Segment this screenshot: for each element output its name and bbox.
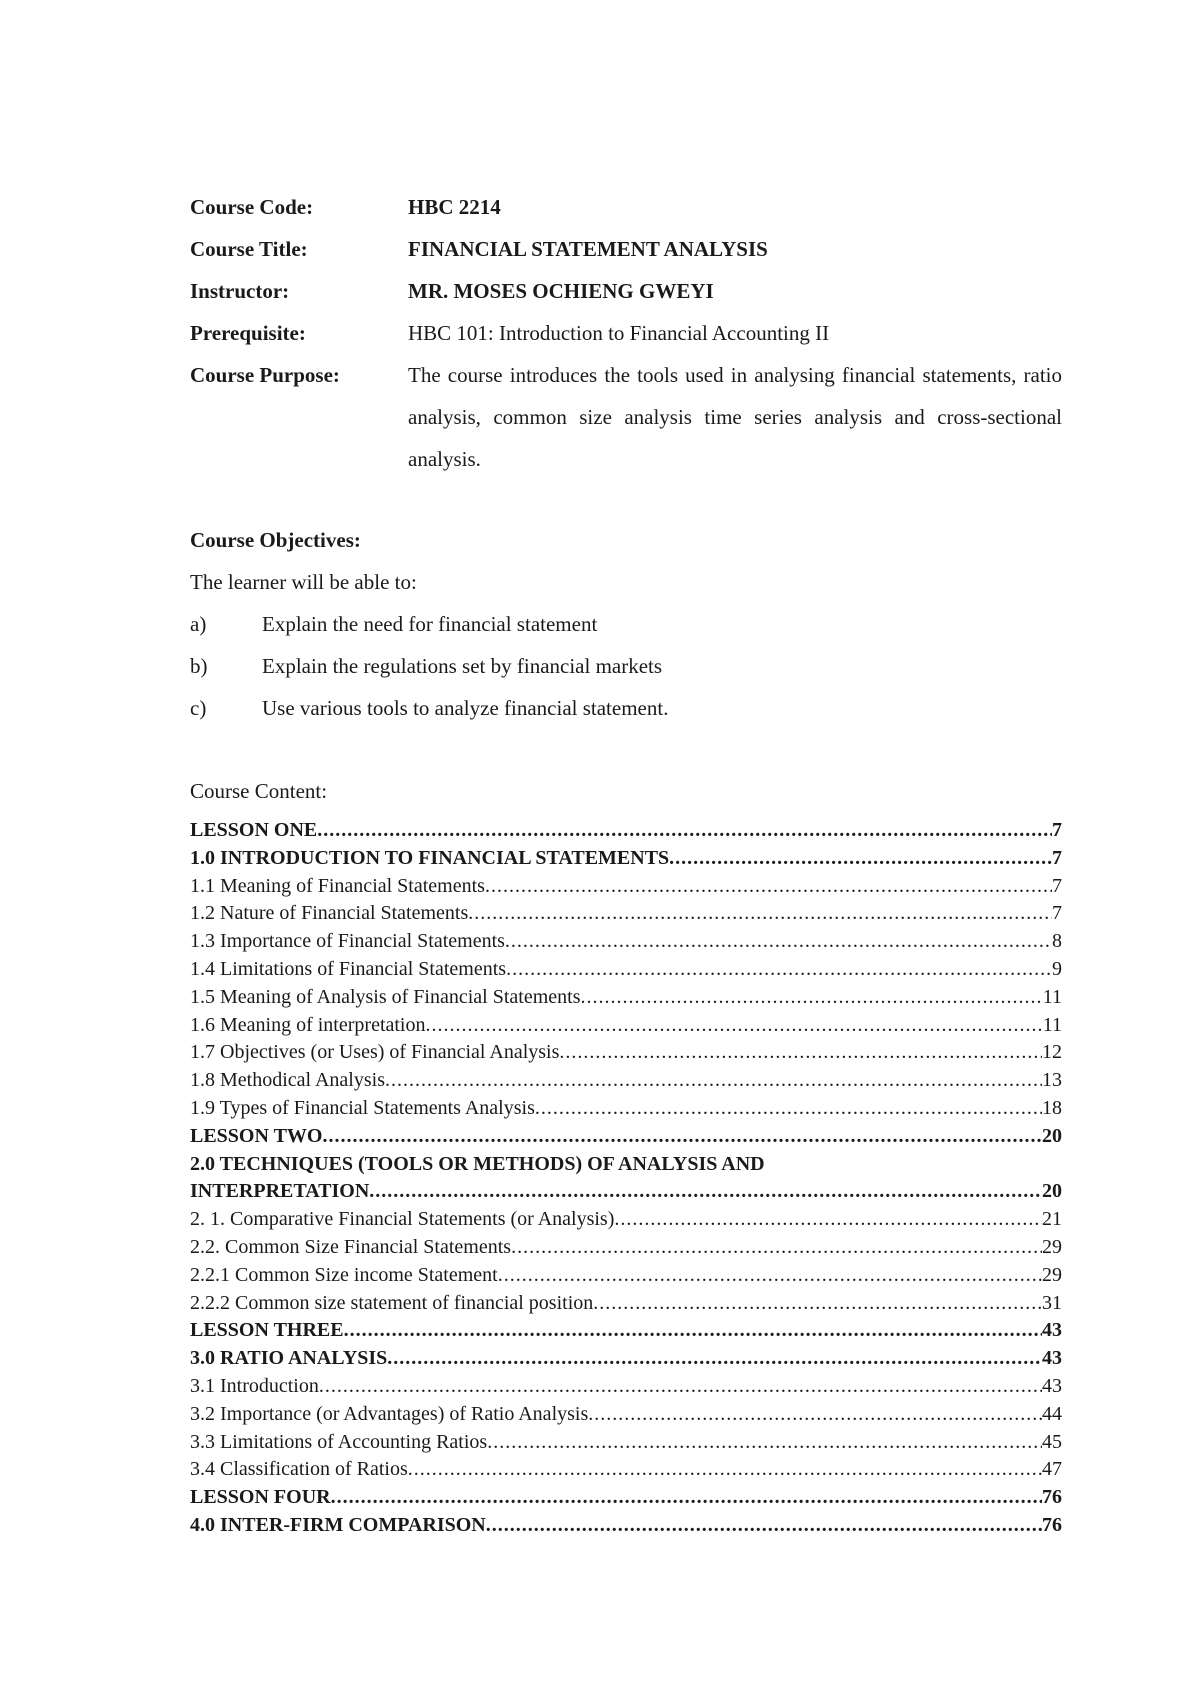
toc-entry-page: 29 (1042, 1263, 1062, 1286)
toc-leader-dots (535, 1095, 1042, 1123)
toc-entry-title-cont: INTERPRETATION (190, 1180, 370, 1203)
toc-entry (190, 1290, 1062, 1318)
toc-entry-page: 43 (1042, 1374, 1062, 1397)
objective-text: Explain the regulations set by financial markets (262, 654, 663, 678)
toc-entry (190, 1484, 1062, 1512)
toc-entry-title: 1.4 Limitations of Financial Statements (190, 957, 507, 980)
course-title-row (190, 228, 1062, 270)
toc-entry-page: 11 (1042, 1013, 1062, 1036)
toc-entry-page: 76 (1042, 1486, 1062, 1509)
toc-entry-page: 18 (1042, 1096, 1062, 1119)
toc-entry-title: 1.7 Objectives (or Uses) of Financial Analysis (190, 1041, 560, 1064)
objective-text: Use various tools to analyze financial statement. (262, 696, 669, 720)
toc-entry-page: 43 (1042, 1347, 1062, 1370)
toc-entry-page: 13 (1042, 1069, 1062, 1092)
objective-marker: a) (190, 612, 207, 636)
toc-entry-title: LESSON TWO (190, 1124, 323, 1147)
toc-entry-title: 3.0 RATIO ANALYSIS (190, 1347, 388, 1370)
toc-entry-title: 1.6 Meaning of interpretation (190, 1013, 426, 1036)
toc-leader-dots (498, 1262, 1042, 1290)
toc-entry-page: 44 (1042, 1402, 1062, 1425)
course-title-value: FINANCIAL STATEMENT ANALYSIS (408, 237, 768, 261)
toc-leader-dots (369, 1178, 1042, 1206)
toc-entry (190, 956, 1062, 984)
toc-leader-dots (317, 817, 1052, 845)
toc-entry-title: 1.3 Importance of Financial Statements (190, 930, 505, 953)
toc-entry (190, 1123, 1062, 1151)
toc-entry (190, 1373, 1062, 1401)
toc-leader-dots (322, 1123, 1042, 1151)
toc-leader-dots (485, 873, 1052, 901)
toc-entry (190, 817, 1062, 845)
toc-entry (190, 1234, 1062, 1262)
toc-leader-dots (669, 845, 1052, 873)
table-of-contents (190, 817, 1062, 1540)
course-purpose-row (190, 354, 1062, 480)
prerequisite-row (190, 312, 1062, 354)
objective-text: Explain the need for financial statement (262, 612, 598, 636)
toc-entry (190, 1178, 1062, 1206)
toc-entry (190, 873, 1062, 901)
toc-leader-dots (487, 1429, 1042, 1457)
toc-entry-page: 7 (1052, 846, 1062, 869)
toc-entry-page: 12 (1042, 1041, 1062, 1064)
toc-entry-page: 8 (1052, 930, 1062, 953)
toc-leader-dots (344, 1317, 1042, 1345)
objectives-intro: The learner will be able to: (190, 570, 417, 594)
toc-entry-page: 43 (1042, 1319, 1062, 1342)
objective-marker: b) (190, 654, 208, 678)
course-content-label: Course Content: (190, 779, 328, 803)
toc-leader-dots (486, 1512, 1042, 1540)
toc-leader-dots (331, 1484, 1042, 1512)
course-code-label: Course Code: (190, 195, 314, 219)
toc-entry-title: 3.2 Importance (or Advantages) of Ratio Analysis (190, 1402, 589, 1425)
toc-entry-title: 1.8 Methodical Analysis (190, 1069, 385, 1092)
toc-entry (190, 1012, 1062, 1040)
toc-entry (190, 1317, 1062, 1345)
toc-leader-dots (559, 1039, 1042, 1067)
toc-entry-title: 1.0 INTRODUCTION TO FINANCIAL STATEMENTS (190, 846, 670, 869)
toc-entry-title: 1.5 Meaning of Analysis of Financial Statements (190, 985, 581, 1008)
objective-item (190, 603, 1062, 645)
toc-entry-title: LESSON ONE (190, 819, 318, 841)
toc-entry-page: 20 (1042, 1180, 1062, 1203)
toc-entry-page: 7 (1052, 902, 1062, 925)
objective-item (190, 645, 1062, 687)
toc-entry (190, 1429, 1062, 1457)
prerequisite-value: HBC 101: Introduction to Financial Accounting II (408, 321, 830, 345)
toc-leader-dots (468, 900, 1052, 928)
course-purpose-value: The course introduces the tools used in analysing financial statements, ratio analysis, common size analysis time series analysis and cross-sectional analysis. (408, 363, 1062, 471)
toc-entry (190, 1095, 1062, 1123)
toc-entry-page: 45 (1042, 1430, 1062, 1453)
toc-leader-dots (387, 1345, 1042, 1373)
toc-leader-dots (593, 1290, 1042, 1318)
toc-entry (190, 1262, 1062, 1290)
toc-entry-title: LESSON FOUR (190, 1486, 331, 1509)
toc-entry-page: 31 (1042, 1291, 1062, 1314)
toc-entry-title: 1.9 Types of Financial Statements Analysis (190, 1096, 535, 1119)
toc-leader-dots (581, 984, 1043, 1012)
course-title-label: Course Title: (190, 237, 308, 261)
toc-entry-title: 2.2.1 Common Size income Statement (190, 1263, 498, 1286)
toc-entry (190, 1401, 1062, 1429)
course-code-row (190, 186, 1062, 228)
course-objectives (190, 519, 1062, 729)
toc-entry-title: LESSON THREE (190, 1319, 344, 1342)
toc-entry-title: 1.2 Nature of Financial Statements (190, 902, 469, 925)
course-purpose-label: Course Purpose: (190, 363, 340, 387)
objectives-heading: Course Objectives: (190, 528, 361, 552)
toc-entry-title: 3.4 Classification of Ratios (190, 1458, 408, 1481)
toc-entry (190, 1512, 1062, 1540)
toc-entry-title: 2.2. Common Size Financial Statements (190, 1235, 512, 1258)
toc-leader-dots (319, 1373, 1042, 1401)
toc-entry-page: 7 (1052, 819, 1062, 841)
toc-entry-page: 76 (1042, 1513, 1062, 1536)
toc-leader-dots (511, 1234, 1042, 1262)
toc-entry (190, 984, 1062, 1012)
toc-leader-dots (426, 1012, 1043, 1040)
toc-entry-title: 4.0 INTER-FIRM COMPARISON (190, 1513, 486, 1536)
toc-entry (190, 928, 1062, 956)
toc-leader-dots (506, 956, 1052, 984)
instructor-value: MR. MOSES OCHIENG GWEYI (408, 279, 714, 303)
instructor-label: Instructor: (190, 279, 290, 303)
toc-entry-title: 2.2.2 Common size statement of financial position (190, 1291, 594, 1314)
toc-entry-page: 11 (1042, 985, 1062, 1008)
toc-leader-dots (505, 928, 1052, 956)
toc-entry-title: 3.1 Introduction (190, 1374, 319, 1397)
toc-entry (190, 1039, 1062, 1067)
toc-entry (190, 1456, 1062, 1484)
toc-entry-title: 2. 1. Comparative Financial Statements (or Analysis) (190, 1208, 615, 1231)
toc-entry-title: 2.0 TECHNIQUES (TOOLS OR METHODS) OF ANALYSIS AND (190, 1152, 765, 1175)
toc-entry (190, 900, 1062, 928)
course-info (190, 186, 1062, 480)
objectives-list (190, 603, 1062, 729)
prerequisite-label: Prerequisite: (190, 321, 306, 345)
toc-entry-page: 29 (1042, 1235, 1062, 1258)
objective-item (190, 687, 1062, 729)
course-code-value: HBC 2214 (408, 195, 501, 219)
toc-entry-page: 7 (1052, 874, 1062, 897)
toc-entry-title: 1.1 Meaning of Financial Statements (190, 874, 485, 897)
toc-entry (190, 1067, 1062, 1095)
toc-entry-page: 47 (1042, 1458, 1062, 1481)
objective-marker: c) (190, 696, 207, 720)
toc-entry-page: 9 (1052, 957, 1062, 980)
toc-leader-dots (408, 1456, 1042, 1484)
toc-leader-dots (614, 1206, 1042, 1234)
toc-entry (190, 1206, 1062, 1234)
toc-leader-dots (588, 1401, 1042, 1429)
toc-entry (190, 1345, 1062, 1373)
instructor-row (190, 270, 1062, 312)
toc-entry-title: 3.3 Limitations of Accounting Ratios (190, 1430, 488, 1453)
toc-entry-page: 20 (1042, 1124, 1062, 1147)
toc-entry (190, 845, 1062, 873)
toc-entry-page: 21 (1042, 1208, 1062, 1231)
toc-leader-dots (385, 1067, 1042, 1095)
